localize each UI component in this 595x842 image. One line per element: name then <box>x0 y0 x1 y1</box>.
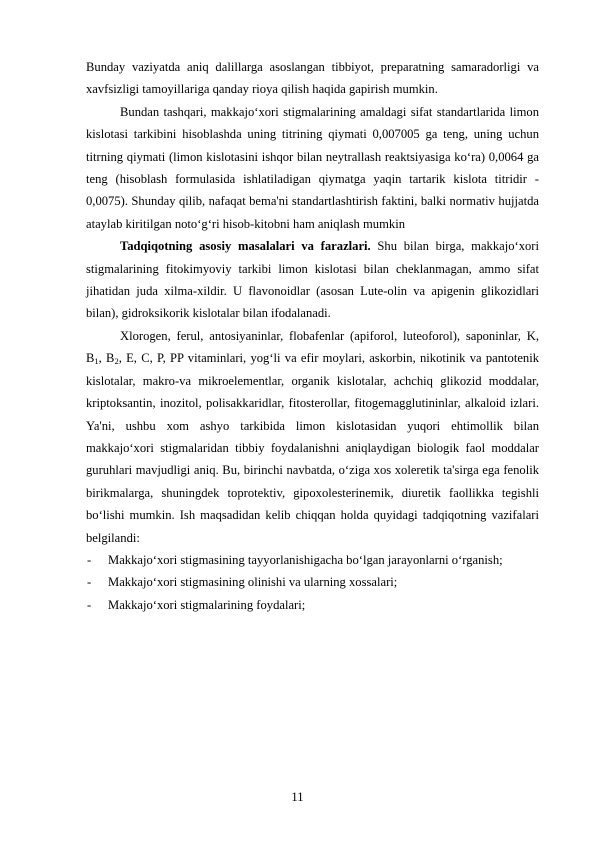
paragraph-composition <box>86 325 539 549</box>
list-item-text: Makkajo‘xori stigmasining olinishi va ularning xossalari; <box>108 575 398 590</box>
dash-marker: - <box>87 575 92 590</box>
list-item-text: Makkajo‘xori stigmalarining foydalari; <box>108 597 306 612</box>
section-heading: Tadqiqotning asosiy masalalari va farazlari. <box>120 239 371 254</box>
document-page <box>86 56 539 616</box>
list-item <box>86 549 539 571</box>
paragraph-research-questions <box>86 235 539 325</box>
paragraph-research-body: Shu bilan birga, makkajo‘xori stigmalarining fitokimyoviy tarkibi limon kislotasi bilan cheklanmagan, ammo sifat jihatidan juda xilma-xildir. U flavonoidlar (asosan Lute-olin va apigenin glikozidlari bilan), gidroksikorik kislotalar bilan ifodalanadi. <box>86 239 539 321</box>
subscript-1: 1 <box>94 356 99 367</box>
paragraph-citric-acid: Bundan tashqari, makkajo‘xori stigmalarining amaldagi sifat standartlarida limon kislotasi tarkibini hisoblashda uning titrining qiymati 0,007005 ga teng, uning uchun titrning qiymati (limon kislotasini ishqor bilan neytrallash reaktsiyasiga ko‘ra) 0,0064 ga teng (hisoblash formulasida ishlatiladigan qiymatga yaqin tartarik kislota titridir - 0,0075). Shunday qilib, nafaqat bema'ni standartlashtirish faktini, balki normativ hujjatda ataylab kiritilgan noto‘g‘ri hisob-kitobni ham aniqlash mumkin <box>86 104 539 231</box>
paragraph-intro: Bunday vaziyatda aniq dalillarga asoslangan tibbiyot, preparatning samaradorligi va xavfsizligi tamoyillariga qanday rioya qilish haqida gapirish mumkin. <box>86 60 539 97</box>
dash-marker: - <box>87 552 92 567</box>
dash-marker: - <box>87 597 92 612</box>
task-list <box>86 549 539 616</box>
composition-text-1: Xlorogen, ferul, antosiyaninlar, flobafenlar (apiforol, luteoforol), saponinlar, K, B <box>86 328 539 366</box>
composition-text-3: , E, C, P, PP vitaminlari, yog‘li va efir moylari, askorbin, nikotinik va pantotenik kislotalar, makro-va mikroelementlar, organik kislotalar, achchiq glikozid moddalar, kriptoksantin, inozitol, polisakkaridlar, fitosterollar, fitogemagglutininlar, alkaloid izlari. Ya'ni, ushbu xom ashyo tarkibida limon kislotasidan yuqori ehtimollik bilan makkajo‘xori stigmalaridan tibbiy foydalanishni aniqlaydigan biologik faol moddalar guruhlari mavjudligi aniq. Bu, birinchi navbatda, o‘ziga xos xoleretik ta'sirga ega fenolik birikmalarga, shuningdek toprotektiv, gipoxolesterinemik, diuretik faollikka tegishli bo‘lishi mumkin. Ish maqsadidan kelib chiqqan holda quyidagi tadqiqotning vazifalari belgilandi: <box>86 351 540 545</box>
page-number: 11 <box>291 790 304 804</box>
list-item <box>86 571 539 593</box>
composition-text-2: , B <box>98 351 115 366</box>
subscript-2: 2 <box>114 356 119 367</box>
list-item <box>86 594 539 616</box>
list-item-text: Makkajo‘xori stigmasining tayyorlanishigacha bo‘lgan jarayonlarni o‘rganish; <box>108 552 503 567</box>
